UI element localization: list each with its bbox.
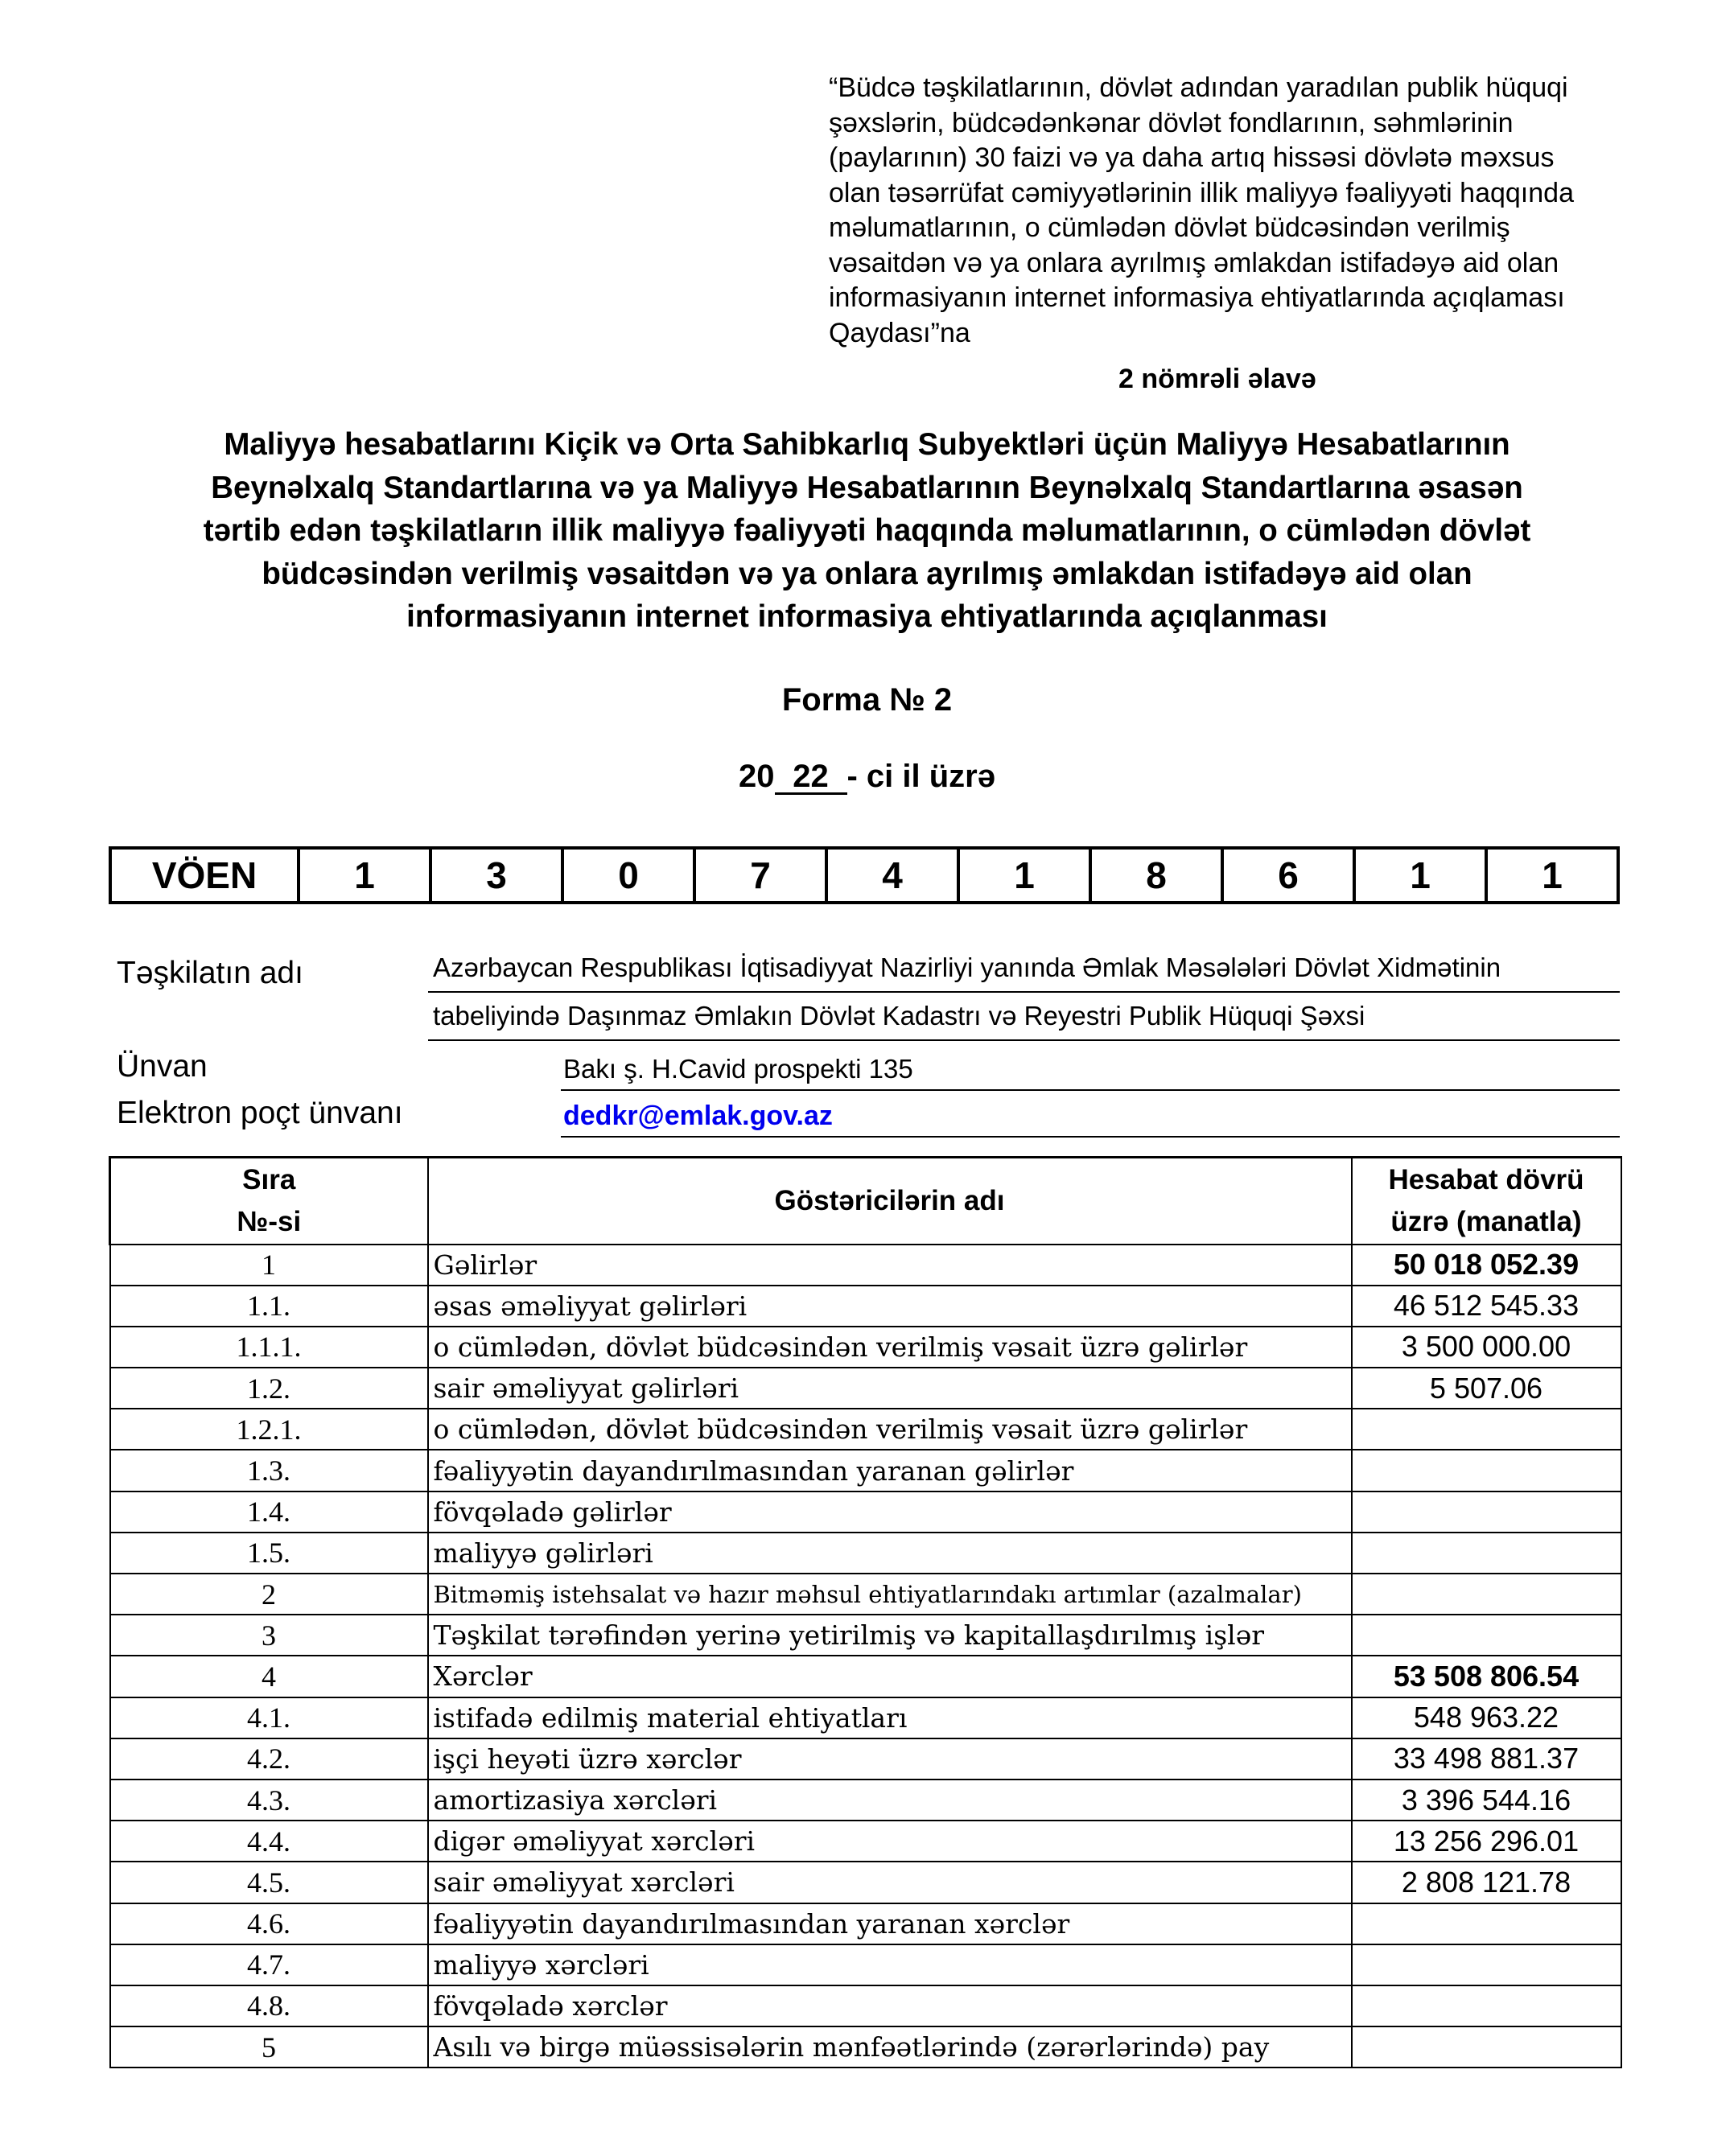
table-row	[110, 1780, 1621, 1821]
row-indicator-name: sair əməliyyat xərcləri	[428, 1862, 1352, 1903]
form-number: Forma № 2	[781, 682, 953, 718]
row-value	[1352, 1533, 1621, 1574]
preamble-line: “Büdcə təşkilatlarının, dövlət adından yaradılan publik hüquqi	[829, 72, 1568, 103]
row-indicator-name: maliyyə xərcləri	[428, 1944, 1352, 1985]
header-value-line-2: üzrə (manatla)	[1390, 1205, 1582, 1237]
row-code: 4.7.	[110, 1944, 428, 1985]
org-name-text-2: tabeliyində Daşınmaz Əmlakın Dövlət Kadastrı və Reyestri Publik Hüquqi Şəxsi	[433, 1001, 1365, 1031]
page-title	[121, 423, 1613, 639]
voen-digit: 1	[958, 848, 1090, 903]
row-value: 53 508 806.54	[1352, 1656, 1621, 1697]
row-code: 4.5.	[110, 1862, 428, 1903]
email-line	[561, 1092, 1620, 1138]
table-row	[110, 1450, 1621, 1491]
row-value: 50 018 052.39	[1352, 1245, 1621, 1286]
row-code: 3	[110, 1615, 428, 1656]
table-row	[110, 1286, 1621, 1327]
year-prefix: 20	[739, 759, 775, 794]
table-row	[110, 1903, 1621, 1944]
email-value[interactable]: dedkr@emlak.gov.az	[563, 1101, 833, 1131]
row-code: 1.2.1.	[110, 1409, 428, 1450]
voen-label: VÖEN	[110, 848, 299, 903]
table-row	[110, 1862, 1621, 1903]
voen-table	[109, 846, 1620, 904]
voen-digit: 1	[299, 848, 430, 903]
header-period-value	[1352, 1158, 1621, 1245]
row-value	[1352, 1944, 1621, 1985]
row-indicator-name: sair əməliyyat gəlirləri	[428, 1368, 1352, 1409]
table-row	[110, 2026, 1621, 2068]
row-indicator-name: o cümlədən, dövlət büdcəsindən verilmiş vəsait üzrə gəlirlər	[428, 1327, 1352, 1368]
table-row	[110, 1821, 1621, 1862]
row-value	[1352, 1574, 1621, 1615]
row-code: 1.1.1.	[110, 1327, 428, 1368]
appendix-label: 2 nömrəli əlavə	[1118, 364, 1316, 394]
row-indicator-name: əsas əməliyyat gəlirləri	[428, 1286, 1352, 1327]
table-row	[110, 1574, 1621, 1615]
table-row	[110, 1697, 1621, 1738]
preamble-line: şəxslərin, büdcədənkənar dövlət fondlarının, səhmlərinin	[829, 107, 1514, 138]
regulation-preamble	[829, 71, 1633, 351]
voen-digit: 8	[1090, 848, 1222, 903]
row-indicator-name: fəaliyyətin dayandırılmasından yaranan gəlirlər	[428, 1450, 1352, 1491]
title-line: Beynəlxalq Standartlarına və ya Maliyyə Hesabatlarının Beynəlxalq Standartlarına əsasən	[211, 470, 1523, 505]
table-row	[110, 1656, 1621, 1697]
year-value: 22	[775, 760, 847, 795]
voen-digit: 7	[694, 848, 826, 903]
row-indicator-name: Gəlirlər	[428, 1245, 1352, 1286]
row-indicator-name: Təşkilat tərəfindən yerinə yetirilmiş və kapitallaşdırılmış işlər	[428, 1615, 1352, 1656]
row-code: 2	[110, 1574, 428, 1615]
address-line	[561, 1046, 1620, 1091]
org-name-line-2	[428, 996, 1620, 1041]
preamble-line: məlumatlarının, o cümlədən dövlət büdcəsindən verilmiş	[829, 212, 1510, 243]
row-code: 4.2.	[110, 1738, 428, 1780]
row-value: 13 256 296.01	[1352, 1821, 1621, 1862]
table-row	[110, 1492, 1621, 1533]
preamble-line: informasiyanın internet informasiya ehtiyatlarında açıqlaması	[829, 282, 1565, 313]
header-indicator-name: Göstəricilərin adı	[428, 1158, 1352, 1245]
row-code: 1.3.	[110, 1450, 428, 1491]
voen-digit: 3	[430, 848, 562, 903]
row-code: 4.8.	[110, 1985, 428, 2026]
table-row	[110, 1368, 1621, 1409]
row-value: 5 507.06	[1352, 1368, 1621, 1409]
row-indicator-name: fövqəladə xərclər	[428, 1985, 1352, 2026]
row-value: 3 396 544.16	[1352, 1780, 1621, 1821]
row-code: 4.4.	[110, 1821, 428, 1862]
table-row	[110, 1738, 1621, 1780]
row-code: 4.3.	[110, 1780, 428, 1821]
year-suffix: - ci il üzrə	[846, 759, 995, 794]
row-indicator-name: Xərclər	[428, 1656, 1352, 1697]
row-indicator-name: maliyyə gəlirləri	[428, 1533, 1352, 1574]
header-value-line-1: Hesabat dövrü	[1388, 1163, 1584, 1195]
row-indicator-name: amortizasiya xərcləri	[428, 1780, 1352, 1821]
row-value: 33 498 881.37	[1352, 1738, 1621, 1780]
row-code: 5	[110, 2026, 428, 2068]
table-row	[110, 1944, 1621, 1985]
email-label: Elektron poçt ünvanı	[117, 1096, 403, 1130]
row-value: 3 500 000.00	[1352, 1327, 1621, 1368]
table-body	[110, 1245, 1621, 2068]
row-code: 4.6.	[110, 1903, 428, 1944]
voen-digit: 1	[1486, 848, 1618, 903]
table-row	[110, 1533, 1621, 1574]
table-row	[110, 1245, 1621, 1286]
header-code-line-2: №-si	[237, 1205, 302, 1237]
title-line: informasiyanın internet informasiya ehtiyatlarında açıqlanması	[406, 599, 1328, 634]
table-row	[110, 1327, 1621, 1368]
financial-indicators-table	[109, 1156, 1622, 2068]
row-value: 2 808 121.78	[1352, 1862, 1621, 1903]
row-code: 1.4.	[110, 1492, 428, 1533]
row-indicator-name: o cümlədən, dövlət büdcəsindən verilmiş vəsait üzrə gəlirlər	[428, 1409, 1352, 1450]
row-value	[1352, 1492, 1621, 1533]
voen-digit: 1	[1354, 848, 1486, 903]
row-indicator-name: digər əməliyyat xərcləri	[428, 1821, 1352, 1862]
row-indicator-name: işçi heyəti üzrə xərclər	[428, 1738, 1352, 1780]
row-value	[1352, 1409, 1621, 1450]
row-indicator-name: Bitməmiş istehsalat və hazır məhsul ehtiyatlarındakı artımlar (azalmalar)	[428, 1574, 1352, 1615]
row-indicator-name: Asılı və birgə müəssisələrin mənfəətlərində (zərərlərində) pay	[428, 2026, 1352, 2068]
row-value	[1352, 1615, 1621, 1656]
title-line: tərtib edən təşkilatların illik maliyyə fəaliyyəti haqqında məlumatlarının, o cümlədən dövlət	[203, 513, 1531, 548]
org-name-label: Təşkilatın adı	[117, 956, 303, 990]
row-indicator-name: fəaliyyətin dayandırılmasından yaranan xərclər	[428, 1903, 1352, 1944]
row-value	[1352, 1985, 1621, 2026]
preamble-line: olan təsərrüfat cəmiyyətlərinin illik maliyyə fəaliyyəti haqqında	[829, 177, 1574, 208]
address-label: Ünvan	[117, 1049, 208, 1084]
row-indicator-name: istifadə edilmiş material ehtiyatları	[428, 1697, 1352, 1738]
row-value	[1352, 2026, 1621, 2068]
title-line: büdcəsindən verilmiş vəsaitdən və ya onlara ayrılmış əmlakdan istifadəyə aid olan	[262, 556, 1472, 591]
table-row	[110, 1615, 1621, 1656]
title-line: Maliyyə hesabatlarını Kiçik və Orta Sahibkarlıq Subyektləri üçün Maliyyə Hesabatlarının	[224, 427, 1510, 462]
voen-digit: 6	[1222, 848, 1354, 903]
row-value: 548 963.22	[1352, 1697, 1621, 1738]
row-code: 4	[110, 1656, 428, 1697]
row-code: 1.5.	[110, 1533, 428, 1574]
row-code: 1.2.	[110, 1368, 428, 1409]
row-code: 1	[110, 1245, 428, 1286]
preamble-line: vəsaitdən və ya onlara ayrılmış əmlakdan istifadəyə aid olan	[829, 247, 1559, 278]
row-value	[1352, 1903, 1621, 1944]
org-name-text-1: Azərbaycan Respublikası İqtisadiyyat Nazirliyi yanında Əmlak Məsələləri Dövlət Xidmətinin	[433, 953, 1501, 982]
row-value: 46 512 545.33	[1352, 1286, 1621, 1327]
preamble-line: (paylarının) 30 faizi və ya daha artıq hissəsi dövlətə məxsus	[829, 142, 1555, 173]
row-value	[1352, 1450, 1621, 1491]
address-value: Bakı ş. H.Cavid prospekti 135	[563, 1054, 913, 1084]
row-indicator-name: fövqəladə gəlirlər	[428, 1492, 1352, 1533]
preamble-line: Qaydası”na	[829, 317, 970, 348]
header-code	[110, 1158, 428, 1245]
voen-digit: 0	[562, 848, 694, 903]
row-code: 4.1.	[110, 1697, 428, 1738]
table-row	[110, 1409, 1621, 1450]
row-code: 1.1.	[110, 1286, 428, 1327]
org-name-line-1	[428, 948, 1620, 993]
voen-digit: 4	[826, 848, 958, 903]
header-code-line-1: Sıra	[242, 1163, 296, 1195]
table-row	[110, 1985, 1621, 2026]
report-year	[0, 759, 1734, 795]
